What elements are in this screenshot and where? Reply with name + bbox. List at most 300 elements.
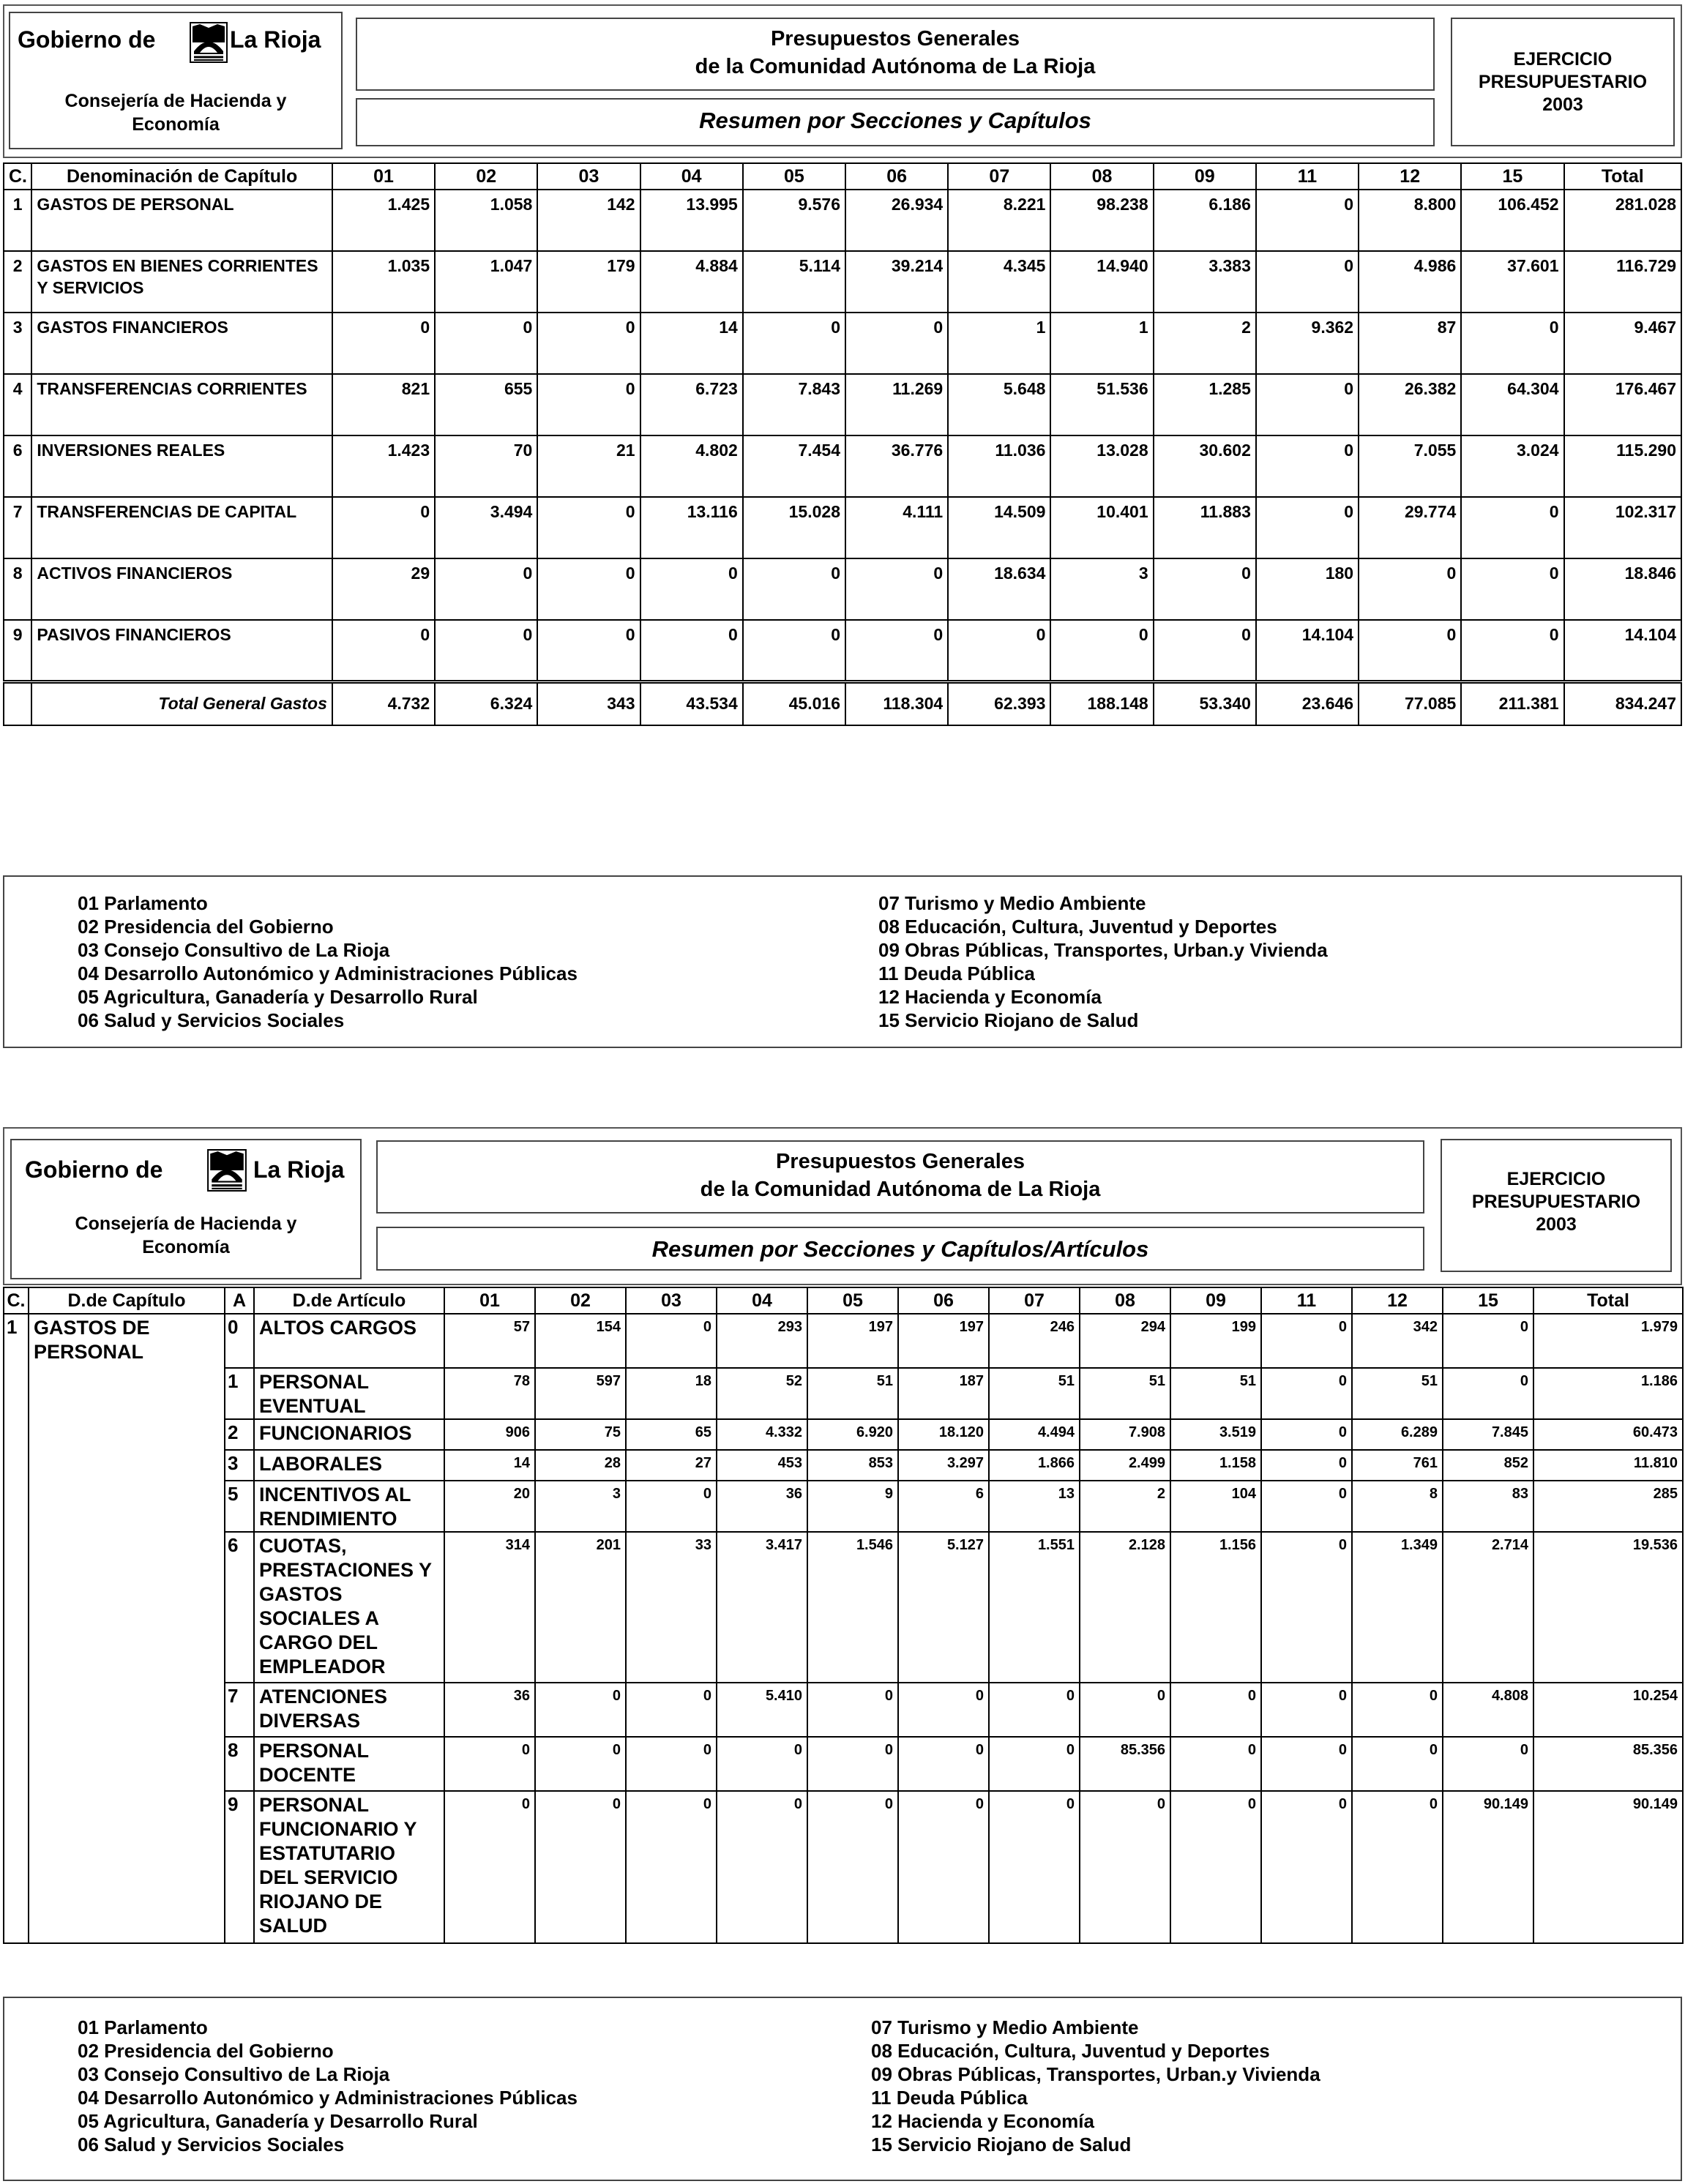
table-cell: 342 (1352, 1314, 1443, 1368)
table-cell: 0 (1256, 435, 1359, 497)
capitulo-name: GASTOS EN BIENES CORRIENTES Y SERVICIOS (31, 251, 332, 313)
table-cell: 0 (1443, 1737, 1533, 1791)
table-cell: 18.120 (898, 1419, 989, 1450)
page-title-line1: Presupuestos Generales (770, 27, 1020, 51)
table-cell: 7.055 (1359, 435, 1461, 497)
table-cell: 13 (989, 1481, 1080, 1532)
table-cell: 0 (537, 497, 640, 558)
table-cell: 14.104 (1564, 620, 1681, 681)
legend-item: 08 Educación, Cultura, Juventud y Deportes (871, 2040, 1270, 2062)
legend-left-column (78, 891, 578, 1032)
articulo-name: INCENTIVOS AL RENDIMIENTO (254, 1481, 444, 1532)
table-cell: 3.494 (435, 497, 537, 558)
table-cell: 9.362 (1256, 313, 1359, 374)
legend-item: 05 Agricultura, Ganadería y Desarrollo Rural (78, 986, 478, 1008)
la-rioja-label: La Rioja (230, 26, 321, 53)
table-cell: 0 (807, 1791, 898, 1943)
table-cell: 20 (444, 1481, 535, 1532)
table-row (4, 1683, 1683, 1737)
total-cell: 53.340 (1154, 681, 1256, 725)
col-header: C. (4, 1287, 29, 1314)
table-cell: 51 (1080, 1368, 1170, 1419)
table-cell: 0 (1261, 1532, 1352, 1683)
capitulo-name: PASIVOS FINANCIEROS (31, 620, 332, 681)
col-header: 01 (444, 1287, 535, 1314)
table-cell: 0 (1154, 620, 1256, 681)
table-cell: 853 (807, 1450, 898, 1481)
table-cell: 8 (1352, 1481, 1443, 1532)
table-cell: 0 (626, 1683, 717, 1737)
table-row (4, 1368, 1683, 1419)
table-cell: 1.546 (807, 1532, 898, 1683)
total-cell: 23.646 (1256, 681, 1359, 725)
table-cell: 453 (717, 1450, 807, 1481)
table-cell: 285 (1533, 1481, 1683, 1532)
total-row (4, 681, 1681, 725)
table-cell: 1.423 (332, 435, 435, 497)
table-row (4, 620, 1681, 681)
capitulo-code: 1 (4, 190, 31, 251)
table-cell: 0 (1256, 251, 1359, 313)
table-cell: 180 (1256, 558, 1359, 620)
col-header: 09 (1154, 163, 1256, 190)
table-cell: 3 (1050, 558, 1153, 620)
articulo-code: 5 (225, 1481, 254, 1532)
table-cell: 10.254 (1533, 1683, 1683, 1737)
table-cell: 0 (743, 558, 845, 620)
table-cell: 0 (845, 558, 948, 620)
articulo-code: 7 (225, 1683, 254, 1737)
capitulo-name: ACTIVOS FINANCIEROS (31, 558, 332, 620)
articulo-name: PERSONAL DOCENTE (254, 1737, 444, 1791)
table-cell: 90.149 (1533, 1791, 1683, 1943)
table-cell: 246 (989, 1314, 1080, 1368)
table-cell: 0 (435, 313, 537, 374)
table-cell: 0 (1261, 1450, 1352, 1481)
table-cell: 115.290 (1564, 435, 1681, 497)
table-cell: 14.104 (1256, 620, 1359, 681)
total-cell: 118.304 (845, 681, 948, 725)
table-cell: 9.576 (743, 190, 845, 251)
table-cell: 0 (537, 558, 640, 620)
table-cell: 11.810 (1533, 1450, 1683, 1481)
legend-item: 07 Turismo y Medio Ambiente (878, 892, 1146, 914)
table-cell: 21 (537, 435, 640, 497)
table-cell: 85.356 (1080, 1737, 1170, 1791)
table-cell: 36 (717, 1481, 807, 1532)
table-cell: 0 (435, 620, 537, 681)
table-cell: 906 (444, 1419, 535, 1450)
table-cell: 2.499 (1080, 1450, 1170, 1481)
legend-item: 06 Salud y Servicios Sociales (78, 1009, 345, 1031)
legend-item: 02 Presidencia del Gobierno (78, 916, 334, 938)
capitulo-name: INVERSIONES REALES (31, 435, 332, 497)
table-cell: 154 (535, 1314, 626, 1368)
table-cell: 3.297 (898, 1450, 989, 1481)
table-cell: 8.800 (1359, 190, 1461, 251)
table-cell: 104 (1170, 1481, 1261, 1532)
gobierno-label: Gobierno de (25, 1156, 163, 1183)
table-cell: 51 (807, 1368, 898, 1419)
table-cell: 314 (444, 1532, 535, 1683)
table-cell: 9.467 (1564, 313, 1681, 374)
table-cell: 0 (1261, 1368, 1352, 1419)
capitulo-code: 9 (4, 620, 31, 681)
title-box-2 (376, 1140, 1424, 1213)
table-cell: 1.186 (1533, 1368, 1683, 1419)
table-row (4, 1450, 1683, 1481)
table-header-row (4, 163, 1681, 190)
table-cell: 65 (626, 1419, 717, 1450)
col-header: 05 (807, 1287, 898, 1314)
table-cell: 0 (807, 1683, 898, 1737)
col-header: A (225, 1287, 254, 1314)
table-cell: 75 (535, 1419, 626, 1450)
table-cell: 0 (743, 620, 845, 681)
table-cell: 4.808 (1443, 1683, 1533, 1737)
table-cell: 98.238 (1050, 190, 1153, 251)
table-cell: 0 (1352, 1683, 1443, 1737)
table-cell: 0 (1080, 1791, 1170, 1943)
table-cell: 0 (1359, 620, 1461, 681)
table-cell: 29 (332, 558, 435, 620)
table-cell: 179 (537, 251, 640, 313)
articulo-name: LABORALES (254, 1450, 444, 1481)
table-cell: 14.509 (948, 497, 1050, 558)
capitulo-name: TRANSFERENCIAS CORRIENTES (31, 374, 332, 435)
table-cell: 0 (1261, 1737, 1352, 1791)
legend-item: 15 Servicio Riojano de Salud (878, 1009, 1139, 1031)
table-cell: 0 (1154, 558, 1256, 620)
ejercicio-box-2: EJERCICIO PRESUPUESTARIO 2003 (1441, 1139, 1672, 1272)
table-row (4, 1314, 1683, 1368)
articulo-name: ALTOS CARGOS (254, 1314, 444, 1368)
articulo-code: 1 (225, 1368, 254, 1419)
table-row (4, 374, 1681, 435)
table-cell: 51 (1352, 1368, 1443, 1419)
table-cell: 0 (1256, 374, 1359, 435)
table-cell: 0 (626, 1314, 717, 1368)
table-cell: 102.317 (1564, 497, 1681, 558)
table-cell: 0 (989, 1737, 1080, 1791)
table-cell: 1.425 (332, 190, 435, 251)
total-cell: 6.324 (435, 681, 537, 725)
legend-item: 11 Deuda Pública (878, 962, 1035, 984)
table-cell: 0 (626, 1481, 717, 1532)
col-header: D.de Capítulo (29, 1287, 225, 1314)
table-cell: 13.116 (640, 497, 743, 558)
table-cell: 2 (1080, 1481, 1170, 1532)
table-cell: 30.602 (1154, 435, 1256, 497)
table-cell: 0 (1261, 1791, 1352, 1943)
col-header: 03 (626, 1287, 717, 1314)
legend-item: 12 Hacienda y Economía (878, 986, 1102, 1008)
table-cell: 10.401 (1050, 497, 1153, 558)
table-cell: 0 (640, 558, 743, 620)
legend-item: 11 Deuda Pública (871, 2087, 1028, 2109)
table-row (4, 313, 1681, 374)
table-cell: 0 (435, 558, 537, 620)
table-cell: 0 (1170, 1791, 1261, 1943)
table-cell: 51.536 (1050, 374, 1153, 435)
table-cell: 4.345 (948, 251, 1050, 313)
table-row (4, 558, 1681, 620)
table-cell: 0 (537, 374, 640, 435)
sections-legend-1 (3, 875, 1682, 1048)
table-cell: 0 (444, 1737, 535, 1791)
table-cell: 36.776 (845, 435, 948, 497)
table-cell: 1.035 (332, 251, 435, 313)
articulo-name: PERSONAL FUNCIONARIO Y ESTATUTARIO DEL SERVICIO RIOJANO DE SALUD (254, 1791, 444, 1943)
table-cell: 0 (1261, 1481, 1352, 1532)
table-cell: 0 (1461, 497, 1563, 558)
col-header: 07 (989, 1287, 1080, 1314)
table-cell: 6.920 (807, 1419, 898, 1450)
table-cell: 0 (948, 620, 1050, 681)
legend-item: 08 Educación, Cultura, Juventud y Deportes (878, 916, 1277, 938)
table-row (4, 251, 1681, 313)
table-cell: 5.127 (898, 1532, 989, 1683)
table-cell: 281.028 (1564, 190, 1681, 251)
table-cell: 4.802 (640, 435, 743, 497)
consejeria-label: Consejería de Hacienda y Economía (75, 1213, 297, 1257)
table-row (4, 1419, 1683, 1450)
table-cell: 9 (807, 1481, 898, 1532)
table-cell: 26.934 (845, 190, 948, 251)
col-header: 04 (640, 163, 743, 190)
col-header: 04 (717, 1287, 807, 1314)
legend-item: 07 Turismo y Medio Ambiente (871, 2016, 1139, 2038)
table-cell: 0 (1261, 1419, 1352, 1450)
table-cell: 0 (898, 1791, 989, 1943)
table-cell: 51 (1170, 1368, 1261, 1419)
table-cell: 11.883 (1154, 497, 1256, 558)
table-cell: 0 (1461, 620, 1563, 681)
col-header: 05 (743, 163, 845, 190)
total-cell: 45.016 (743, 681, 845, 725)
table-cell: 90.149 (1443, 1791, 1533, 1943)
table-cell: 0 (1352, 1737, 1443, 1791)
col-header: 11 (1261, 1287, 1352, 1314)
table-cell: 5.648 (948, 374, 1050, 435)
table-cell: 176.467 (1564, 374, 1681, 435)
consejeria-label: Consejería de Hacienda y Economía (64, 91, 287, 135)
table-cell: 0 (1050, 620, 1153, 681)
legend-item: 12 Hacienda y Economía (871, 2110, 1094, 2132)
articulo-code: 8 (225, 1737, 254, 1791)
table-cell: 11.036 (948, 435, 1050, 497)
table-cell: 821 (332, 374, 435, 435)
articulo-code: 2 (225, 1419, 254, 1450)
table-cell: 28 (535, 1450, 626, 1481)
capitulo-name: GASTOS FINANCIEROS (31, 313, 332, 374)
col-header: 02 (535, 1287, 626, 1314)
table-cell: 1.047 (435, 251, 537, 313)
table-cell: 14 (444, 1450, 535, 1481)
col-header: Total (1564, 163, 1681, 190)
table-cell: 0 (1261, 1314, 1352, 1368)
total-cell: 62.393 (948, 681, 1050, 725)
table-cell: 14.940 (1050, 251, 1153, 313)
table-cell: 1.058 (435, 190, 537, 251)
col-header: 08 (1080, 1287, 1170, 1314)
table-cell: 39.214 (845, 251, 948, 313)
legend-item: 03 Consejo Consultivo de La Rioja (78, 2063, 390, 2085)
total-cell: 834.247 (1564, 681, 1681, 725)
articulo-code: 6 (225, 1532, 254, 1683)
table-cell: 0 (332, 620, 435, 681)
capitulo-code: 7 (4, 497, 31, 558)
table-cell: 0 (332, 497, 435, 558)
gobierno-label: Gobierno de (18, 26, 156, 53)
table-cell: 8.221 (948, 190, 1050, 251)
table-cell: 57 (444, 1314, 535, 1368)
la-rioja-label: La Rioja (253, 1156, 345, 1183)
table-cell: 26.382 (1359, 374, 1461, 435)
table-cell: 0 (535, 1791, 626, 1943)
legend-item: 01 Parlamento (78, 892, 208, 914)
table-cell: 0 (1256, 497, 1359, 558)
table-cell: 0 (535, 1683, 626, 1737)
table-cell: 78 (444, 1368, 535, 1419)
table-cell: 597 (535, 1368, 626, 1419)
table-cell: 1.979 (1533, 1314, 1683, 1368)
table-cell: 36 (444, 1683, 535, 1737)
table-cell: 3 (535, 1481, 626, 1532)
capitulo-code: 3 (4, 313, 31, 374)
table-cell: 3.383 (1154, 251, 1256, 313)
capitulo-code: 1 (4, 1314, 29, 1943)
table-cell: 13.995 (640, 190, 743, 251)
table-cell: 83 (1443, 1481, 1533, 1532)
table-cell: 0 (898, 1683, 989, 1737)
table-cell: 0 (1170, 1737, 1261, 1791)
table-cell: 0 (845, 313, 948, 374)
total-cell: 343 (537, 681, 640, 725)
la-rioja-logo-icon (190, 22, 228, 63)
table-row (4, 1532, 1683, 1683)
table-cell: 1.866 (989, 1450, 1080, 1481)
table-cell: 0 (1261, 1683, 1352, 1737)
page-title-line2: de la Comunidad Autónoma de La Rioja (695, 55, 1096, 78)
table-cell: 37.601 (1461, 251, 1563, 313)
table-cell: 2.128 (1080, 1532, 1170, 1683)
table-cell: 85.356 (1533, 1737, 1683, 1791)
capitulo-code: 6 (4, 435, 31, 497)
table-cell: 201 (535, 1532, 626, 1683)
table-cell: 3.519 (1170, 1419, 1261, 1450)
table-row (4, 1481, 1683, 1532)
total-cell: 77.085 (1359, 681, 1461, 725)
table-cell: 142 (537, 190, 640, 251)
total-cell: 43.534 (640, 681, 743, 725)
col-header: 06 (845, 163, 948, 190)
table-cell: 0 (626, 1737, 717, 1791)
legend-right-column (878, 891, 1328, 1032)
table-cell: 0 (807, 1737, 898, 1791)
articulo-name: PERSONAL EVENTUAL (254, 1368, 444, 1419)
legend-item: 09 Obras Públicas, Transportes, Urban.y Vivienda (871, 2063, 1320, 2085)
articulos-table (3, 1287, 1684, 1944)
table-cell: 4.494 (989, 1419, 1080, 1450)
table-cell: 0 (1080, 1683, 1170, 1737)
table-cell: 6 (898, 1481, 989, 1532)
table-cell: 5.410 (717, 1683, 807, 1737)
legend-left-column (78, 2016, 578, 2156)
table-cell: 15.028 (743, 497, 845, 558)
table-header-row (4, 1287, 1683, 1314)
table-cell: 87 (1359, 313, 1461, 374)
table-cell: 0 (537, 620, 640, 681)
table-cell: 7.908 (1080, 1419, 1170, 1450)
table-row (4, 1791, 1683, 1943)
table-cell: 116.729 (1564, 251, 1681, 313)
table-cell: 70 (435, 435, 537, 497)
page-title-line1: Presupuestos Generales (775, 1150, 1025, 1173)
table-cell: 11.269 (845, 374, 948, 435)
total-cell: 4.732 (332, 681, 435, 725)
table-cell: 64.304 (1461, 374, 1563, 435)
table-cell: 0 (444, 1791, 535, 1943)
table-cell: 0 (1461, 313, 1563, 374)
table-cell: 0 (1352, 1791, 1443, 1943)
table-cell: 5.114 (743, 251, 845, 313)
col-header: 15 (1461, 163, 1563, 190)
table-cell: 199 (1170, 1314, 1261, 1368)
col-header: 12 (1352, 1287, 1443, 1314)
legend-item: 06 Salud y Servicios Sociales (78, 2133, 345, 2155)
legend-item: 02 Presidencia del Gobierno (78, 2040, 334, 2062)
page-title-line2: de la Comunidad Autónoma de La Rioja (700, 1178, 1101, 1201)
col-header: 06 (898, 1287, 989, 1314)
table-cell: 4.332 (717, 1419, 807, 1450)
table-cell: 51 (989, 1368, 1080, 1419)
legend-item: 15 Servicio Riojano de Salud (871, 2133, 1132, 2155)
table-cell: 6.186 (1154, 190, 1256, 251)
subtitle-box-1: Resumen por Secciones y Capítulos (356, 98, 1435, 146)
ejercicio-box-1: EJERCICIO PRESUPUESTARIO 2003 (1451, 18, 1675, 146)
table-cell: 29.774 (1359, 497, 1461, 558)
table-row (4, 190, 1681, 251)
table-cell: 6.289 (1352, 1419, 1443, 1450)
table-cell: 1.158 (1170, 1450, 1261, 1481)
table-cell: 4.111 (845, 497, 948, 558)
col-header: 12 (1359, 163, 1461, 190)
col-header: 08 (1050, 163, 1153, 190)
table-row (4, 497, 1681, 558)
table-cell: 0 (640, 620, 743, 681)
table-cell: 2.714 (1443, 1532, 1533, 1683)
total-cell: 211.381 (1461, 681, 1563, 725)
table-cell: 33 (626, 1532, 717, 1683)
legend-item: 05 Agricultura, Ganadería y Desarrollo Rural (78, 2110, 478, 2132)
table-cell: 3.417 (717, 1532, 807, 1683)
table-cell: 6.723 (640, 374, 743, 435)
col-header: 15 (1443, 1287, 1533, 1314)
capitulo-code: 8 (4, 558, 31, 620)
table-cell: 0 (537, 313, 640, 374)
articulo-code: 3 (225, 1450, 254, 1481)
col-header: 11 (1256, 163, 1359, 190)
col-header: C. (4, 163, 31, 190)
table-cell: 18 (626, 1368, 717, 1419)
table-cell: 27 (626, 1450, 717, 1481)
legend-item: 03 Consejo Consultivo de La Rioja (78, 939, 390, 961)
table-cell: 0 (1443, 1368, 1533, 1419)
articulo-name: CUOTAS, PRESTACIONES Y GASTOS SOCIALES A CARGO DEL EMPLEADOR (254, 1532, 444, 1683)
table-cell: 0 (898, 1737, 989, 1791)
table-cell: 4.884 (640, 251, 743, 313)
